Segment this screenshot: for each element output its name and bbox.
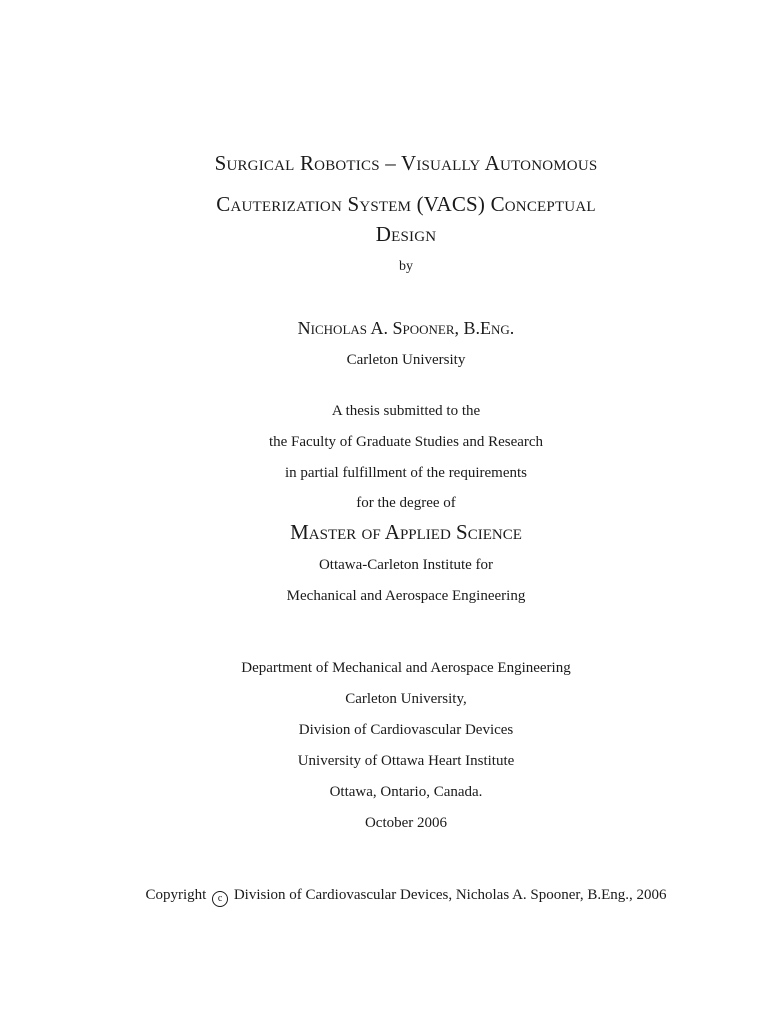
affiliation-line-2: Carleton University, <box>345 691 467 707</box>
degree-title: Master of Applied Science <box>290 520 522 544</box>
submission-line-4: for the degree of <box>356 495 456 511</box>
title-line-2: Cauterization System (VACS) Conceptual <box>216 192 596 216</box>
institute-line-1: Ottawa-Carleton Institute for <box>318 557 494 573</box>
thesis-date: October 2006 <box>364 815 448 831</box>
submission-line-3: in partial fulfillment of the requirements <box>284 465 527 481</box>
affiliation-line-4: University of Ottawa Heart Institute <box>297 753 515 769</box>
author-name: Nicholas A. Spooner, B.Eng. <box>297 318 515 338</box>
affiliation-line-1: Department of Mechanical and Aerospace Engineering <box>241 660 571 676</box>
affiliation-line-5: Ottawa, Ontario, Canada. <box>329 784 483 800</box>
copyright-prefix: Copyright <box>145 887 207 903</box>
by-label: by <box>399 259 413 274</box>
submission-line-1: A thesis submitted to the <box>331 403 481 419</box>
copyright-notice <box>0 886 768 907</box>
title-line-1: Surgical Robotics – Visually Autonomous <box>214 151 598 175</box>
affiliation-line-3: Division of Cardiovascular Devices <box>298 722 514 738</box>
institute-line-2: Mechanical and Aerospace Engineering <box>286 588 526 604</box>
copyright-text: Division of Cardiovascular Devices, Nicholas A. Spooner, B.Eng., 2006 <box>233 887 667 903</box>
title-line-3: Design <box>375 222 437 246</box>
copyright-icon: c <box>212 891 228 907</box>
author-institution: Carleton University <box>346 352 466 368</box>
submission-line-2: the Faculty of Graduate Studies and Research <box>268 434 544 450</box>
